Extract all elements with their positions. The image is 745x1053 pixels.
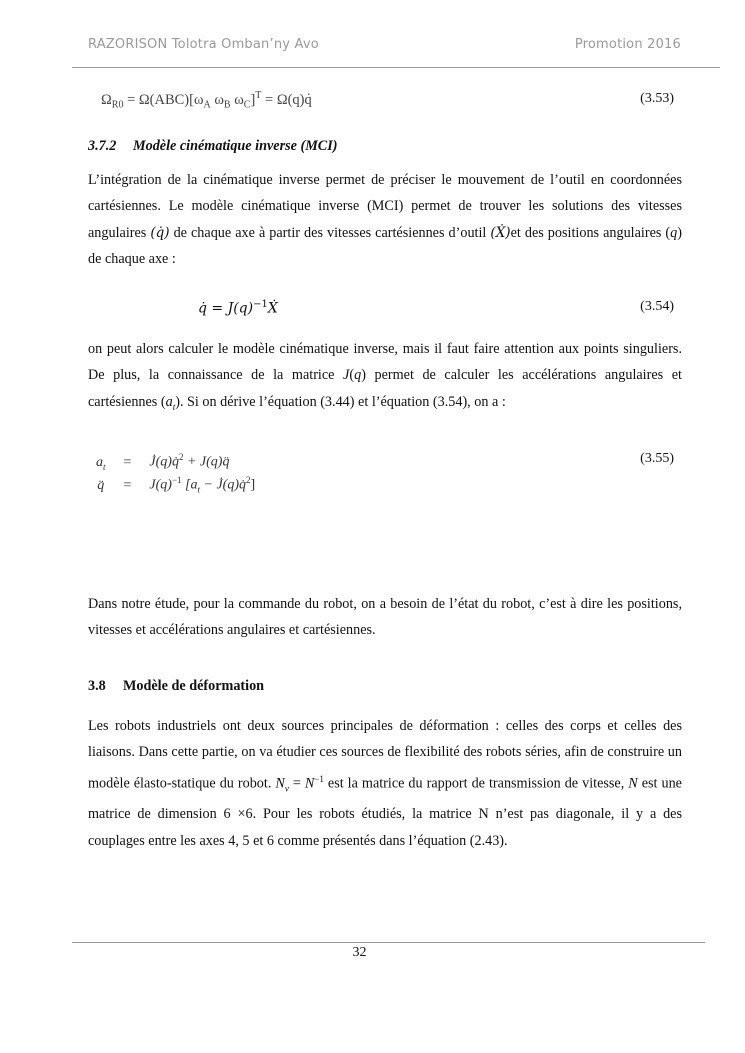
header-author: RAZORISON Tolotra Omban’ny Avo	[88, 37, 319, 52]
page-number: 32	[352, 945, 367, 960]
equation-3-54: q̇ = $J(q)^{-1}Ẋ$	[198, 299, 278, 317]
section-number: 3.7.2	[88, 138, 117, 154]
section-number: 3.8	[88, 678, 106, 694]
paragraph-robot-state: Dans notre étude, pour la commande du robot, on a besoin de l’état du robot, c’est à dire les positions, vitesses et accélérations angulaires et cartésiennes.	[88, 596, 682, 639]
equation-3-55	[96, 450, 261, 497]
section-title: Modèle de déformation	[123, 678, 265, 694]
header-promotion: Promotion 2016	[574, 37, 681, 52]
equation-number-3-55: (3.55)	[640, 451, 674, 466]
paragraph-singularities: on peut alors calculer le modèle cinématique inverse, mais il faut faire attention aux points singuliers. De plus, la connaissance de la matrice J(q) permet de calculer les accélérations angulaires et cartésiennes $(a_t)$. Si on dérive l’équation (3.44) et l’équation (3.54), on a :	[88, 341, 682, 412]
header-rule	[72, 67, 720, 68]
equation-number-3-54: (3.54)	[640, 299, 674, 314]
section-heading-3-8	[88, 678, 264, 695]
equation-row-2: q̈ = $J(q)^{-1}$ [$a_t$ − J̇(q)q̇$^2$]	[97, 475, 256, 495]
section-heading-3-7-2	[88, 138, 338, 155]
equation-3-53: $\Omega_{R0} = \Omega(ABC)[\omega_A$ $\omega_B$ $\omega_C]^T$ = Ω(q)q̇	[101, 90, 312, 111]
paragraph-deformation: Les robots industriels ont deux sources principales de déformation : celles des corps et celles des liaisons. Dans cette partie, on va étudier ces sources de flexibilité des robots séries, afin de construire un modèle élasto-statique du robot. $N_v = N^{-1}$ est la matrice du rapport de transmission de vitesse, N est une matrice de dimension 6 ×6. Pour les robots étudiés, la matrice N n’est pas diagonale, il y a des couplages entre les axes 4, 5 et 6 comme présentés dans l’équation (2.43).	[88, 718, 682, 849]
section-title: Modèle cinématique inverse (MCI)	[133, 138, 338, 154]
equation-row-1: $a_t$ = J̇(q)q̇$^2$ + J(q)q̈	[96, 452, 230, 472]
paragraph-mci-intro: L’intégration de la cinématique inverse permet de préciser le mouvement de l’outil en coordonnées cartésiennes. Le modèle cinématique inverse (MCI) permet de trouver les solutions des vitesses angulaires (q̇) de chaque axe à partir des vitesses cartésiennes d’outil (Ẋ)et des positions angulaires (q) de chaque axe :	[88, 172, 682, 267]
equation-number-3-53: (3.53)	[640, 91, 674, 106]
footer-rule	[72, 942, 705, 943]
